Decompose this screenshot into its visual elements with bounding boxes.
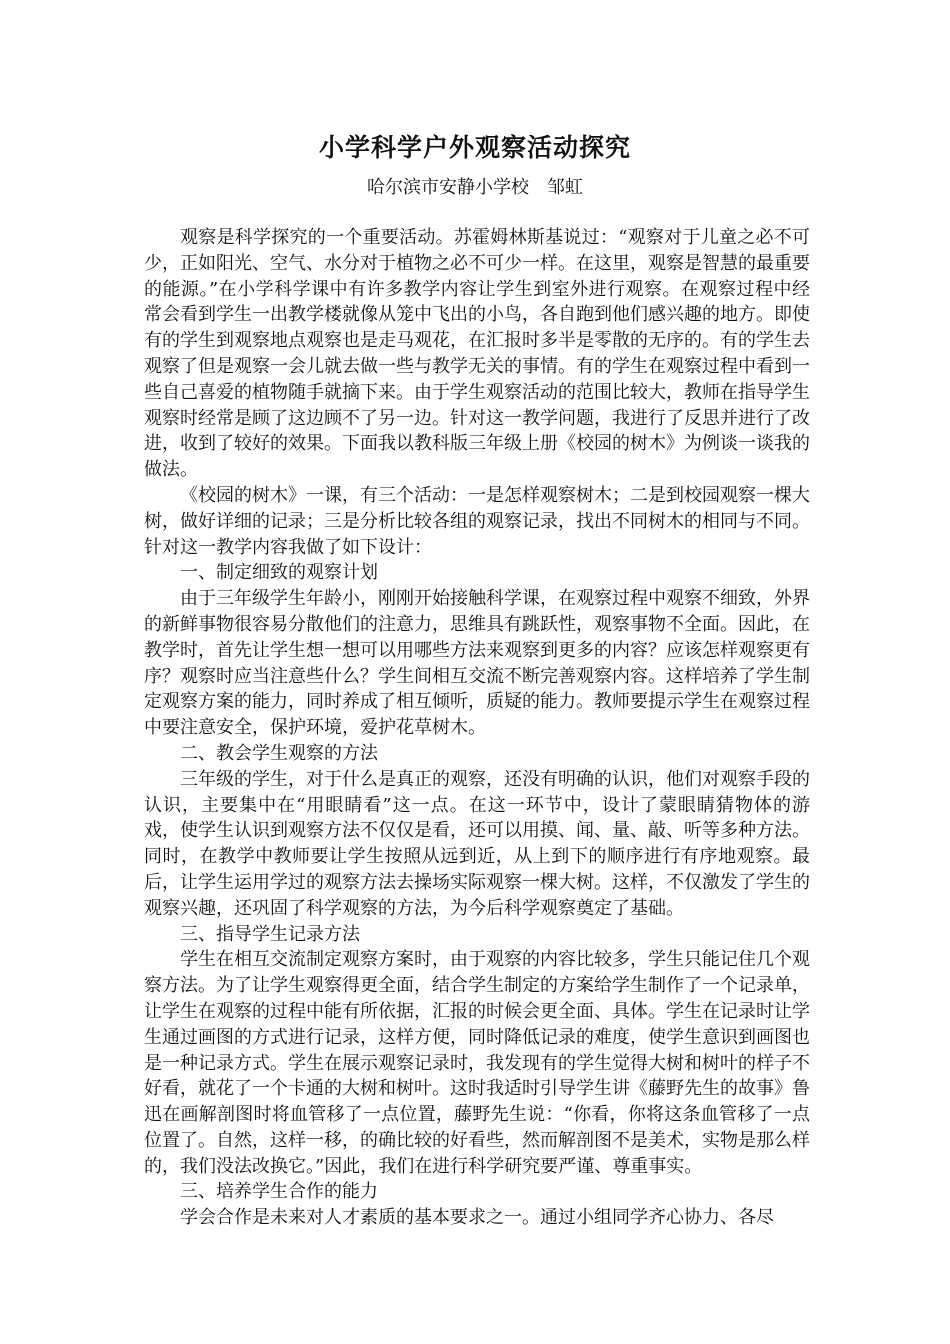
section-heading-1: 一、制定细致的观察计划 [180,562,378,584]
paragraph-section-3: 学生在相互交流制定观察方案时，由于观察的内容比较多，学生只能记住几个观察方法。为了让学生观察得更全面，结合学生制定的方案给学生制作了一个记录单，让学生在观察的过程中能有所依据，汇报的时候会更全面、具体。学生在记录时让学生通过画图的方式进行记录，这样方便，同时降低记录的难度，使学生意识到画图也是一种记录方式。学生在展示观察记录时，我发现有的学生觉得大树和树叶的样子不好看，就花了一个卡通的大树和树叶。这时我适时引导学生讲《藤野先生的故事》鲁迅在画解剖图时将血管移了一点位置，藤野先生说：“你看，你将这条血管移了一点位置了。自然，这样一移，的确比较的好看些，然而解剖图不是美术，实物是那么样的，我们没法改换它。”因此，我们在进行科学研究要严谨、尊重事实。 [144,949,810,1177]
section-heading-3: 三、指导学生记录方法 [180,923,360,945]
section-heading-4: 三、培养学生合作的能力 [180,1181,378,1203]
paragraph-section-2: 三年级的学生，对于什么是真正的观察，还没有明确的认识，他们对观察手段的认识，主要集中在“用眼睛看”这一点。在这一环节中，设计了蒙眼睛猜物体的游戏，使学生认识到观察方法不仅仅是看，还可以用摸、闻、量、敲、听等多种方法。同时，在教学中教师要让学生按照从远到近，从上到下的顺序进行有序地观察。最后，让学生运用学过的观察方法去操场实际观察一棵大树。这样，不仅激发了学生的观察兴趣，还巩固了科学观察的方法，为今后科学观察奠定了基础。 [144,768,810,919]
paragraph-lesson-overview: 《校园的树木》一课，有三个活动：一是怎样观察树木；二是到校园观察一棵大树，做好详细的记录；三是分析比较各组的观察记录，找出不同树木的相同与不同。针对这一教学内容我做了如下设计： [144,484,810,558]
section-heading-2: 二、教会学生观察的方法 [180,742,378,764]
paragraph-section-1: 由于三年级学生年龄小，刚刚开始接触科学课，在观察过程中观察不细致，外界的新鲜事物很容易分散他们的注意力，思维具有跳跃性，观察事物不全面。因此，在教学时，首先让学生想一想可以用哪些方法来观察到更多的内容？应该怎样观察更有序？观察时应当注意些什么？学生间相互交流不断完善观察内容。这样培养了学生制定观察方案的能力，同时养成了相互倾听，质疑的能力。教师要提示学生在观察过程中要注意安全，保护环境，爱护花草树木。 [144,588,810,739]
paragraph-intro: 观察是科学探究的一个重要活动。苏霍姆林斯基说过：“观察对于儿童之必不可少，正如阳光、空气、水分对于植物之必不可少一样。在这里，观察是智慧的最重要的能源。”在小学科学课中有许多教学内容让学生到室外进行观察。在观察过程中经常会看到学生一出教学楼就像从笼中飞出的小鸟，各自跑到他们感兴趣的地方。即使有的学生到观察地点观察也是走马观花，在汇报时多半是零散的无序的。有的学生去观察了但是观察一会儿就去做一些与教学无关的事情。有的学生在观察过程中看到一些自己喜爱的植物随手就摘下来。由于学生观察活动的范围比较大，教师在指导学生观察时经常是顾了这边顾不了另一边。针对这一教学问题，我进行了反思并进行了改进，收到了较好的效果。下面我以教科版三年级上册《校园的树木》为例谈一谈我的做法。 [144,227,810,481]
paragraph-section-4: 学会合作是未来对人才素质的基本要求之一。通过小组同学齐心协力、各尽 [180,1207,774,1229]
author-byline: 哈尔滨市安静小学校 邹虹 [367,177,583,198]
page-title: 小学科学户外观察活动探究 [318,133,631,162]
article-body [144,225,810,1231]
